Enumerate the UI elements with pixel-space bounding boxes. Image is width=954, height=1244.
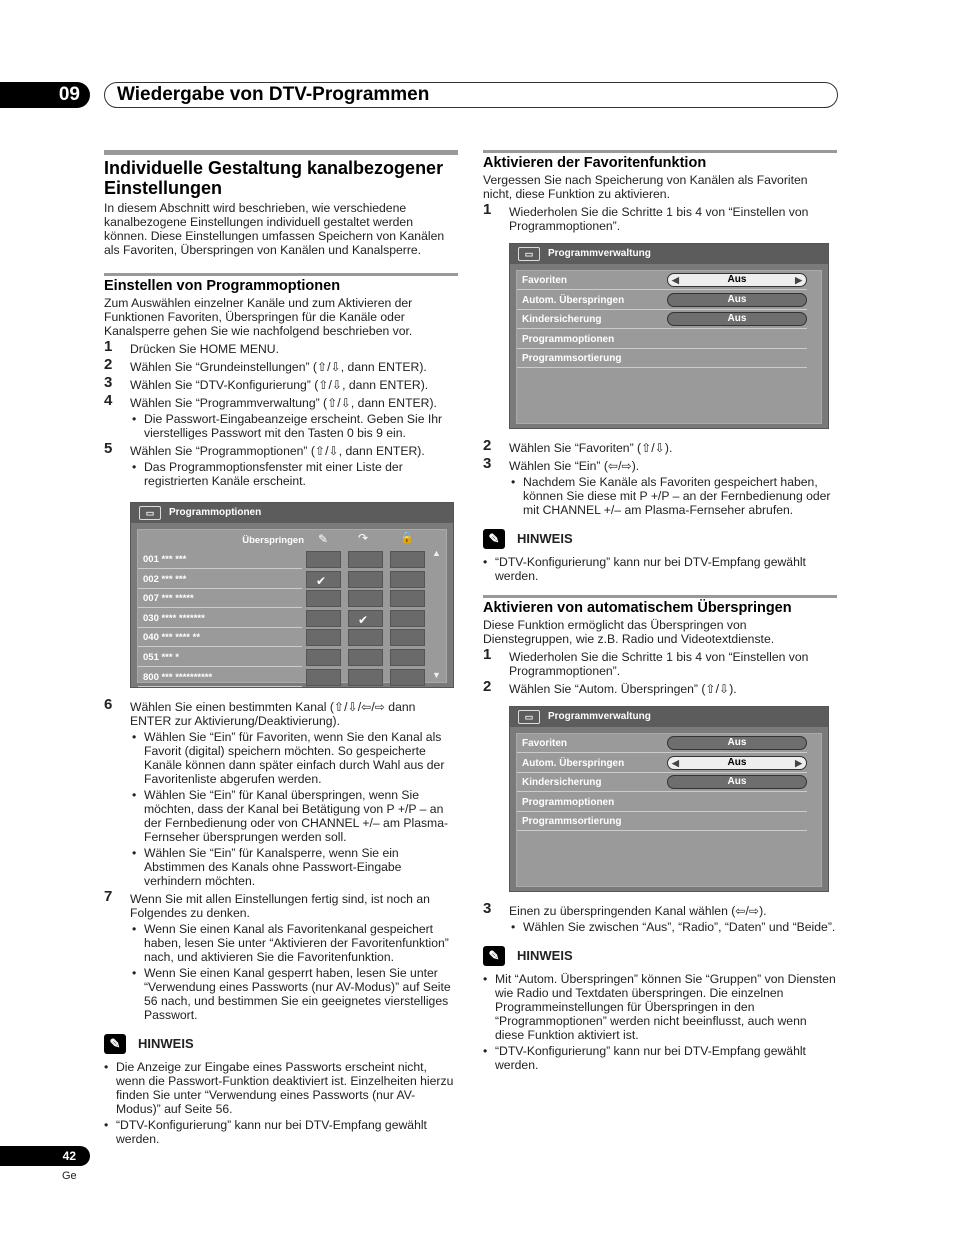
value-selector[interactable] [667, 273, 807, 287]
note-heading: ✎ HINWEIS [104, 1034, 458, 1054]
step-1: 1 Drücken Sie HOME MENU. [104, 338, 279, 356]
option-cell[interactable] [348, 571, 383, 588]
tv-icon: ▭ [518, 247, 540, 261]
column-header-skip: Überspringen [242, 535, 304, 546]
note-heading: ✎ HINWEIS [483, 946, 837, 966]
subsection-heading: Einstellen von Programmoptionen [104, 273, 458, 295]
lock-icon: 🔒 [400, 532, 414, 544]
page-title: Wiedergabe von DTV-Programmen [104, 82, 838, 108]
option-cell[interactable] [306, 590, 341, 607]
programmverwaltung-screen-2 [509, 706, 829, 892]
option-cell[interactable] [390, 629, 425, 646]
note-2: • “DTV-Konfigurierung” kann nur bei DTV-Empfang gewählt werden. [104, 1118, 458, 1146]
channel-row[interactable]: 002 *** *** [138, 570, 302, 589]
menu-item[interactable]: Favoriten [517, 271, 807, 290]
skip-icon: ↷ [358, 531, 369, 545]
step-7: 7 Wenn Sie mit allen Einstellungen fertig sind, ist noch an Folgendes zu denken. [104, 888, 430, 920]
osd-title-bar: ▭ Programmverwaltung [510, 707, 828, 727]
left-arrow-icon[interactable]: ◀ [672, 757, 679, 768]
skip-note-2: • “DTV-Konfigurierung” kann nur bei DTV-Empfang gewählt werden. [483, 1044, 837, 1072]
option-cell[interactable] [390, 571, 425, 588]
osd-body [137, 529, 447, 683]
option-cell[interactable] [348, 551, 383, 568]
step-6: 6 Wählen Sie einen bestimmten Kanal (⇧/⇩/⇦/⇨ dann ENTER zur Aktivierung/Deaktivierung). [104, 696, 416, 728]
note-heading: ✎ HINWEIS [483, 529, 837, 549]
programmverwaltung-screen-1 [509, 243, 829, 429]
value-label: Aus [727, 274, 747, 285]
skip-step-2: 2 Wählen Sie “Autom. Überspringen” (⇧/⇩). [483, 678, 737, 696]
value-selector[interactable] [667, 293, 807, 307]
step-7-bullet-2: • Wenn Sie einen Kanal gesperrt haben, lesen Sie unter “Verwendung eines Passworts (nur AV-Modus)” auf Seite 56 nach, und bestimmen Sie ein geeignetes vierstelliges Passwort. [130, 966, 458, 1022]
value-label: Aus [727, 756, 747, 768]
fav-step-3: 3 Wählen Sie “Ein” (⇦/⇨). [483, 455, 640, 473]
menu-item[interactable]: Kindersicherung [517, 773, 807, 792]
fav-note-1: • “DTV-Konfigurierung” kann nur bei DTV-Empfang gewählt werden. [483, 555, 837, 583]
step-6-bullet-2: • Wählen Sie “Ein” für Kanal überspringen, wenn Sie möchten, dass der Kanal bei Betätigung von P +/P – an der Fernbedienung oder von CHANNEL +/– am Plasma-Fernseher übersprungen werden soll. [130, 788, 458, 844]
programmoptionen-screen [130, 502, 454, 688]
option-cell[interactable] [306, 649, 341, 666]
fav-step-2: 2 Wählen Sie “Favoriten” (⇧/⇩). [483, 437, 673, 455]
autoskip-text: Diese Funktion ermöglicht das Überspringen von Dienstegruppen, wie z.B. Radio und Videotextdienste. [483, 618, 775, 646]
menu-item[interactable]: Favoriten [517, 734, 807, 753]
fav-step-1: 1 Wiederholen Sie die Schritte 1 bis 4 von “Einstellen von Programmoptionen”. [483, 201, 809, 233]
option-cell[interactable] [348, 590, 383, 607]
value-label: Aus [727, 776, 747, 788]
menu-item[interactable]: Kindersicherung [517, 310, 807, 329]
right-arrow-icon[interactable]: ▶ [795, 275, 802, 285]
pencil-icon: ✎ [104, 1034, 126, 1054]
step-6-bullet-1: • Wählen Sie “Ein” für Favoriten, wenn Sie den Kanal als Favorit (digital) speichern möchten. So gespeicherte Kanäle können dann später einfach durch Wahl aus der Favoritenliste abgerufen werden. [130, 730, 458, 786]
option-cell[interactable] [390, 649, 425, 666]
step-4: 4 Wählen Sie “Programmverwaltung” (⇧/⇩, dann ENTER). [104, 392, 437, 410]
value-selector[interactable] [667, 312, 807, 326]
value-selector[interactable] [667, 736, 807, 750]
favorites-text: Vergessen Sie nach Speicherung von Kanälen als Favoriten nicht, diese Funktion zu aktivieren. [483, 173, 808, 201]
option-cell[interactable] [390, 551, 425, 568]
skip-step-3-bullet: • Wählen Sie zwischen “Aus”, “Radio”, “Daten” und “Beide”. [509, 920, 837, 934]
value-selector[interactable] [667, 775, 807, 789]
channel-row[interactable]: 007 *** ***** [138, 589, 302, 608]
step-4-bullet: • Die Passwort-Eingabeanzeige erscheint. Geben Sie Ihr vierstelliges Passwort mit den Tasten 0 bis 9 ein. [130, 412, 458, 440]
language-code: Ge [62, 1170, 77, 1182]
pencil-icon: ✎ [483, 946, 505, 966]
value-label: Aus [727, 737, 747, 748]
channel-row[interactable]: 051 *** * [138, 648, 302, 667]
autoskip-heading: Aktivieren von automatischem Überspringen [483, 595, 837, 617]
menu-item[interactable]: Programmoptionen [517, 330, 807, 349]
osd-body [516, 733, 822, 887]
option-cell[interactable] [390, 610, 425, 627]
menu-item[interactable]: Programmsortierung [517, 812, 807, 831]
value-label: Aus [727, 293, 747, 305]
subsection-text: Zum Auswählen einzelner Kanäle und zum Aktivieren der Funktionen Favoriten, Überspringen für die Kanäle oder Kanalsperre gehen Sie wie nachfolgend beschrieben vor. [104, 296, 413, 338]
step-5-bullet: • Das Programmoptionsfenster mit einer Liste der registrierten Kanäle erscheint. [130, 460, 458, 488]
scroll-down-icon[interactable]: ▼ [432, 670, 441, 680]
intro-text: In diesem Abschnitt wird beschrieben, wie verschiedene kanalbezogene Einstellungen individuell gestaltet werden können. Diese Einstellungen umfassen Speichern von Kanälen als Favoriten, Überspringen von Kanälen und Kanalsperre. [104, 201, 445, 257]
chapter-number: 09 [0, 82, 90, 108]
option-cell[interactable] [348, 610, 383, 627]
section-heading: Individuelle Gestaltung kanalbezogener Einstellungen [104, 150, 458, 198]
option-cell[interactable] [348, 629, 383, 646]
favorite-icon: ✎ [318, 532, 329, 546]
option-cell[interactable] [306, 610, 341, 627]
channel-row[interactable]: 800 *** ********** [138, 668, 302, 687]
option-cell[interactable] [306, 571, 341, 588]
step-3: 3 Wählen Sie “DTV-Konfigurierung” (⇧/⇩, dann ENTER). [104, 374, 429, 392]
menu-item[interactable]: Autom. Überspringen [517, 754, 807, 773]
option-cell[interactable] [390, 669, 425, 686]
option-cell[interactable] [390, 590, 425, 607]
tv-icon: ▭ [518, 710, 540, 724]
scroll-up-icon[interactable]: ▲ [432, 548, 441, 558]
step-7-bullet-1: • Wenn Sie einen Kanal als Favoritenkanal gespeichert haben, lesen Sie unter “Aktivieren der Favoritenfunktion” nach, und aktivieren Sie die Favoritenfunktion. [130, 922, 458, 964]
step-2: 2 Wählen Sie “Grundeinstellungen” (⇧/⇩, dann ENTER). [104, 356, 427, 374]
option-cell[interactable] [306, 629, 341, 646]
osd-title-bar: ▭ Programmoptionen [131, 503, 453, 523]
value-label: Aus [727, 313, 747, 325]
pencil-icon: ✎ [483, 529, 505, 549]
channel-row[interactable]: 040 *** **** ** [138, 628, 302, 647]
checkmark-icon: ✔ [358, 612, 369, 627]
option-cell[interactable] [306, 669, 341, 686]
left-column [104, 150, 458, 1146]
favorites-heading: Aktivieren der Favoritenfunktion [483, 150, 837, 172]
skip-note-1: • Mit “Autom. Überspringen” können Sie “Gruppen” von Diensten wie Radio und Textdaten überspringen. Die einzelnen Programmeinstellungen für Überspringen in den “Programmoptionen” werden nicht beeinflusst, auch wenn diese Funktion aktiviert ist. [483, 972, 837, 1042]
osd-title-bar: ▭ Programmverwaltung [510, 244, 828, 264]
channel-row[interactable]: 030 **** ******* [138, 609, 302, 628]
skip-step-1: 1 Wiederholen Sie die Schritte 1 bis 4 von “Einstellen von Programmoptionen”. [483, 646, 809, 678]
right-column [483, 150, 837, 1072]
value-selector[interactable] [667, 756, 807, 770]
tv-icon: ▭ [139, 506, 161, 520]
note-1: • Die Anzeige zur Eingabe eines Passworts erscheint nicht, wenn die Passwort-Funktion deaktiviert ist. Einzelheiten hierzu finden Sie unter “Verwendung eines Passworts (nur AV-Modus)” auf Seite 56. [104, 1060, 458, 1116]
fav-step-3-bullet: • Nachdem Sie Kanäle als Favoriten gespeichert haben, können Sie diese mit P +/P – an der Fernbedienung oder mit CHANNEL +/– am Plasma-Fernseher abrufen. [509, 475, 837, 517]
option-cell[interactable] [306, 551, 341, 568]
menu-item[interactable]: Autom. Überspringen [517, 291, 807, 310]
osd-body [516, 270, 822, 424]
option-cell[interactable] [348, 669, 383, 686]
step-5: 5 Wählen Sie “Programmoptionen” (⇧/⇩, dann ENTER). [104, 440, 425, 458]
skip-step-3: 3 Einen zu überspringenden Kanal wählen (⇦/⇨). [483, 900, 767, 918]
page-number: 42 [0, 1146, 90, 1166]
right-arrow-icon[interactable]: ▶ [795, 757, 802, 768]
left-arrow-icon[interactable]: ◀ [672, 275, 679, 285]
checkmark-icon: ✔ [316, 573, 327, 588]
channel-row[interactable]: 001 *** *** [138, 550, 302, 569]
menu-item[interactable]: Programmoptionen [517, 793, 807, 812]
menu-item[interactable]: Programmsortierung [517, 349, 807, 368]
option-cell[interactable] [348, 649, 383, 666]
step-6-bullet-3: • Wählen Sie “Ein” für Kanalsperre, wenn Sie ein Abstimmen des Kanals ohne Passwort-Eingabe verhindern möchten. [130, 846, 458, 888]
